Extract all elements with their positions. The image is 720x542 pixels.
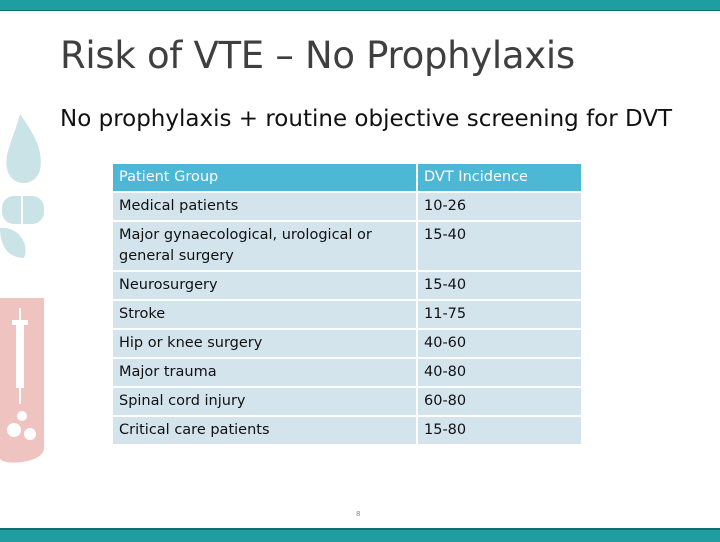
table-row bbox=[112, 271, 582, 300]
table-row bbox=[112, 221, 582, 271]
table-row bbox=[112, 329, 582, 358]
header-patient-group: Patient Group bbox=[112, 163, 417, 192]
dvt-incidence-cell: 15-40 bbox=[417, 221, 582, 271]
dvt-incidence-cell: 60-80 bbox=[417, 387, 582, 416]
patient-group-cell: Major gynaecological, urological or general surgery bbox=[112, 221, 417, 271]
top-accent-bar bbox=[0, 0, 720, 11]
table-row bbox=[112, 300, 582, 329]
patient-group-cell: Hip or knee surgery bbox=[112, 329, 417, 358]
slide-title: Risk of VTE – No Prophylaxis bbox=[60, 34, 575, 77]
table-row bbox=[112, 416, 582, 445]
dvt-incidence-table bbox=[111, 162, 583, 446]
patient-group-cell: Critical care patients bbox=[112, 416, 417, 445]
table-row bbox=[112, 387, 582, 416]
dvt-incidence-cell: 40-60 bbox=[417, 329, 582, 358]
dvt-incidence-cell: 11-75 bbox=[417, 300, 582, 329]
medical-decoration-icon bbox=[0, 108, 60, 468]
page-number: 8 bbox=[356, 510, 361, 518]
patient-group-cell: Medical patients bbox=[112, 192, 417, 221]
slide-subtitle: No prophylaxis + routine objective screening for DVT bbox=[60, 106, 673, 132]
dvt-incidence-cell: 15-80 bbox=[417, 416, 582, 445]
table-header-row bbox=[112, 163, 582, 192]
dvt-incidence-cell: 15-40 bbox=[417, 271, 582, 300]
dvt-incidence-cell: 10-26 bbox=[417, 192, 582, 221]
patient-group-cell: Neurosurgery bbox=[112, 271, 417, 300]
dvt-incidence-cell: 40-80 bbox=[417, 358, 582, 387]
header-dvt-incidence: DVT Incidence bbox=[417, 163, 582, 192]
patient-group-cell: Major trauma bbox=[112, 358, 417, 387]
table-row bbox=[112, 358, 582, 387]
table-row bbox=[112, 192, 582, 221]
patient-group-cell: Spinal cord injury bbox=[112, 387, 417, 416]
patient-group-cell: Stroke bbox=[112, 300, 417, 329]
